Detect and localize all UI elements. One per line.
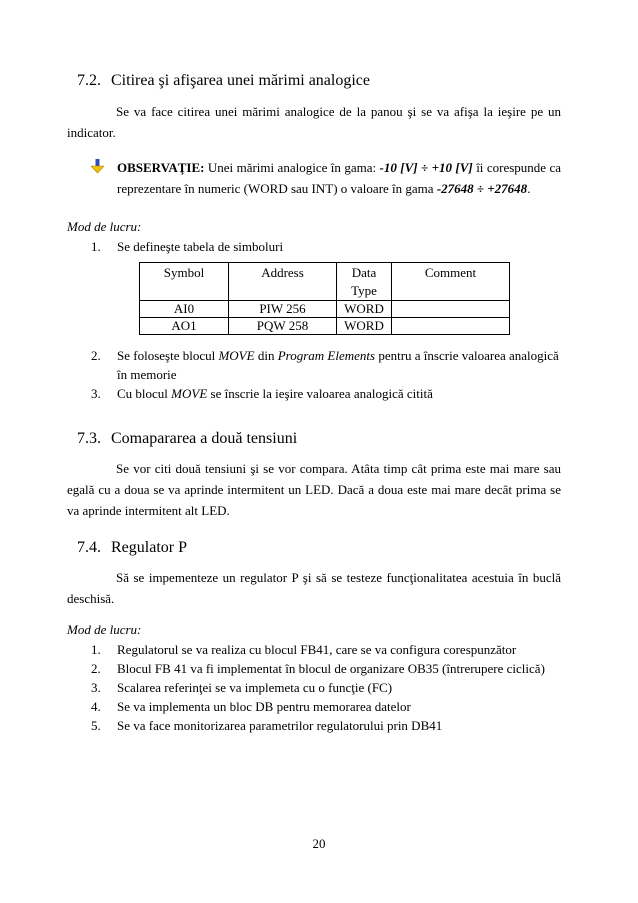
pointing-arrow-icon — [91, 159, 104, 174]
table-row — [140, 301, 510, 318]
section-number: 7.4. — [77, 539, 101, 556]
item-number: 3. — [91, 386, 101, 401]
cell-comment — [392, 318, 510, 335]
section-title: Citirea şi afişarea unei mărimi analogice — [111, 72, 370, 89]
note-voltage-range: -10 [V] ÷ +10 [V] — [379, 160, 473, 175]
cell-address: PQW 258 — [229, 318, 337, 335]
list-item — [91, 640, 561, 659]
table-row — [140, 318, 510, 335]
item-text: Scalarea referinţei se va implemeta cu o funcţie (FC) — [117, 680, 393, 695]
cell-comment — [392, 301, 510, 318]
item-text: Se defineşte tabela de simboluri — [117, 239, 284, 254]
note-text-part: Unei mărimi analogice în gama: — [204, 160, 380, 175]
section-heading-7-4 — [77, 539, 187, 557]
list-item — [91, 716, 561, 735]
item-number: 4. — [91, 699, 101, 714]
program-elements-name: Program Elements — [277, 348, 376, 363]
move-block-name: MOVE — [218, 348, 255, 363]
list-item — [91, 237, 561, 256]
cell-data-type: WORD — [337, 318, 392, 335]
paragraph-regulator: Să se impementeze un regulator P şi să se testeze funcţionalitatea acestuia în buclă deschisă. — [67, 570, 561, 606]
note-block — [91, 157, 561, 199]
item-number: 1. — [91, 239, 101, 254]
note-text — [91, 157, 561, 199]
steps-list-7-4 — [91, 640, 561, 735]
symbol-table — [139, 262, 510, 335]
cell-symbol: AO1 — [140, 318, 229, 335]
note-text-part: îi corespunde ca reprezentare în numeric (WORD sau INT) o valoare în gama — [117, 160, 562, 196]
cell-address: PIW 256 — [229, 301, 337, 318]
note-text-part: . — [527, 181, 531, 196]
note-label: OBSERVAŢIE: — [117, 160, 205, 175]
item-text: Se foloseşte blocul — [117, 348, 219, 363]
header-comment: Comment — [392, 263, 510, 301]
item-text: se înscrie la ieşire valoarea analogică citită — [207, 386, 433, 401]
section-heading-7-2 — [77, 72, 370, 90]
paragraph-intro: Se va face citirea unei mărimi analogice de la panou şi se va afişa la ieşire pe un indicator. — [67, 104, 561, 140]
item-text: Cu blocul — [117, 386, 172, 401]
item-number: 2. — [91, 348, 101, 363]
list-item — [91, 678, 561, 697]
item-number: 1. — [91, 642, 101, 657]
section-number: 7.2. — [77, 72, 101, 89]
mod-de-lucru-label: Mod de lucru: — [67, 219, 142, 234]
list-item — [91, 384, 561, 403]
item-number: 5. — [91, 718, 101, 733]
move-block-name: MOVE — [171, 386, 208, 401]
section-title: Regulator P — [111, 539, 187, 556]
item-text: Se va implementa un bloc DB pentru memorarea datelor — [117, 699, 411, 714]
table-header-row — [140, 263, 510, 301]
list-item — [91, 697, 561, 716]
item-text: Regulatorul se va realiza cu blocul FB41, care se va configura corespunzător — [117, 642, 517, 657]
list-item — [91, 659, 561, 678]
note-numeric-range: -27648 ÷ +27648 — [436, 181, 528, 196]
header-symbol: Symbol — [140, 263, 229, 301]
list-item — [91, 346, 561, 384]
section-title: Comapararea a două tensiuni — [111, 430, 298, 447]
cell-data-type: WORD — [337, 301, 392, 318]
cell-symbol: AI0 — [140, 301, 229, 318]
item-text: din — [254, 348, 278, 363]
steps-list-7-2-b — [91, 346, 561, 403]
item-number: 2. — [91, 661, 101, 676]
steps-list-7-2-a — [91, 237, 561, 256]
section-number: 7.3. — [77, 430, 101, 447]
item-number: 3. — [91, 680, 101, 695]
mod-de-lucru-label: Mod de lucru: — [67, 622, 142, 637]
page-number: 20 — [312, 836, 326, 851]
section-heading-7-3 — [77, 430, 297, 448]
item-text: Blocul FB 41 va fi implementat în blocul de organizare OB35 (întrerupere ciclică) — [117, 661, 545, 676]
paragraph-compare: Se vor citi două tensiuni şi se vor compara. Atâta timp cât prima este mai mare sau egală cu a doua se va aprinde intermitent un LED. Dacă a doua este mai mare decât prima se va aprinde intermitent alt LED. — [67, 461, 561, 518]
header-address: Address — [229, 263, 337, 301]
item-text: pentru a înscrie valoarea analogică în memorie — [117, 348, 559, 382]
item-text: Se va face monitorizarea parametrilor regulatorului prin DB41 — [117, 718, 443, 733]
header-data-type: Data Type — [337, 263, 392, 301]
